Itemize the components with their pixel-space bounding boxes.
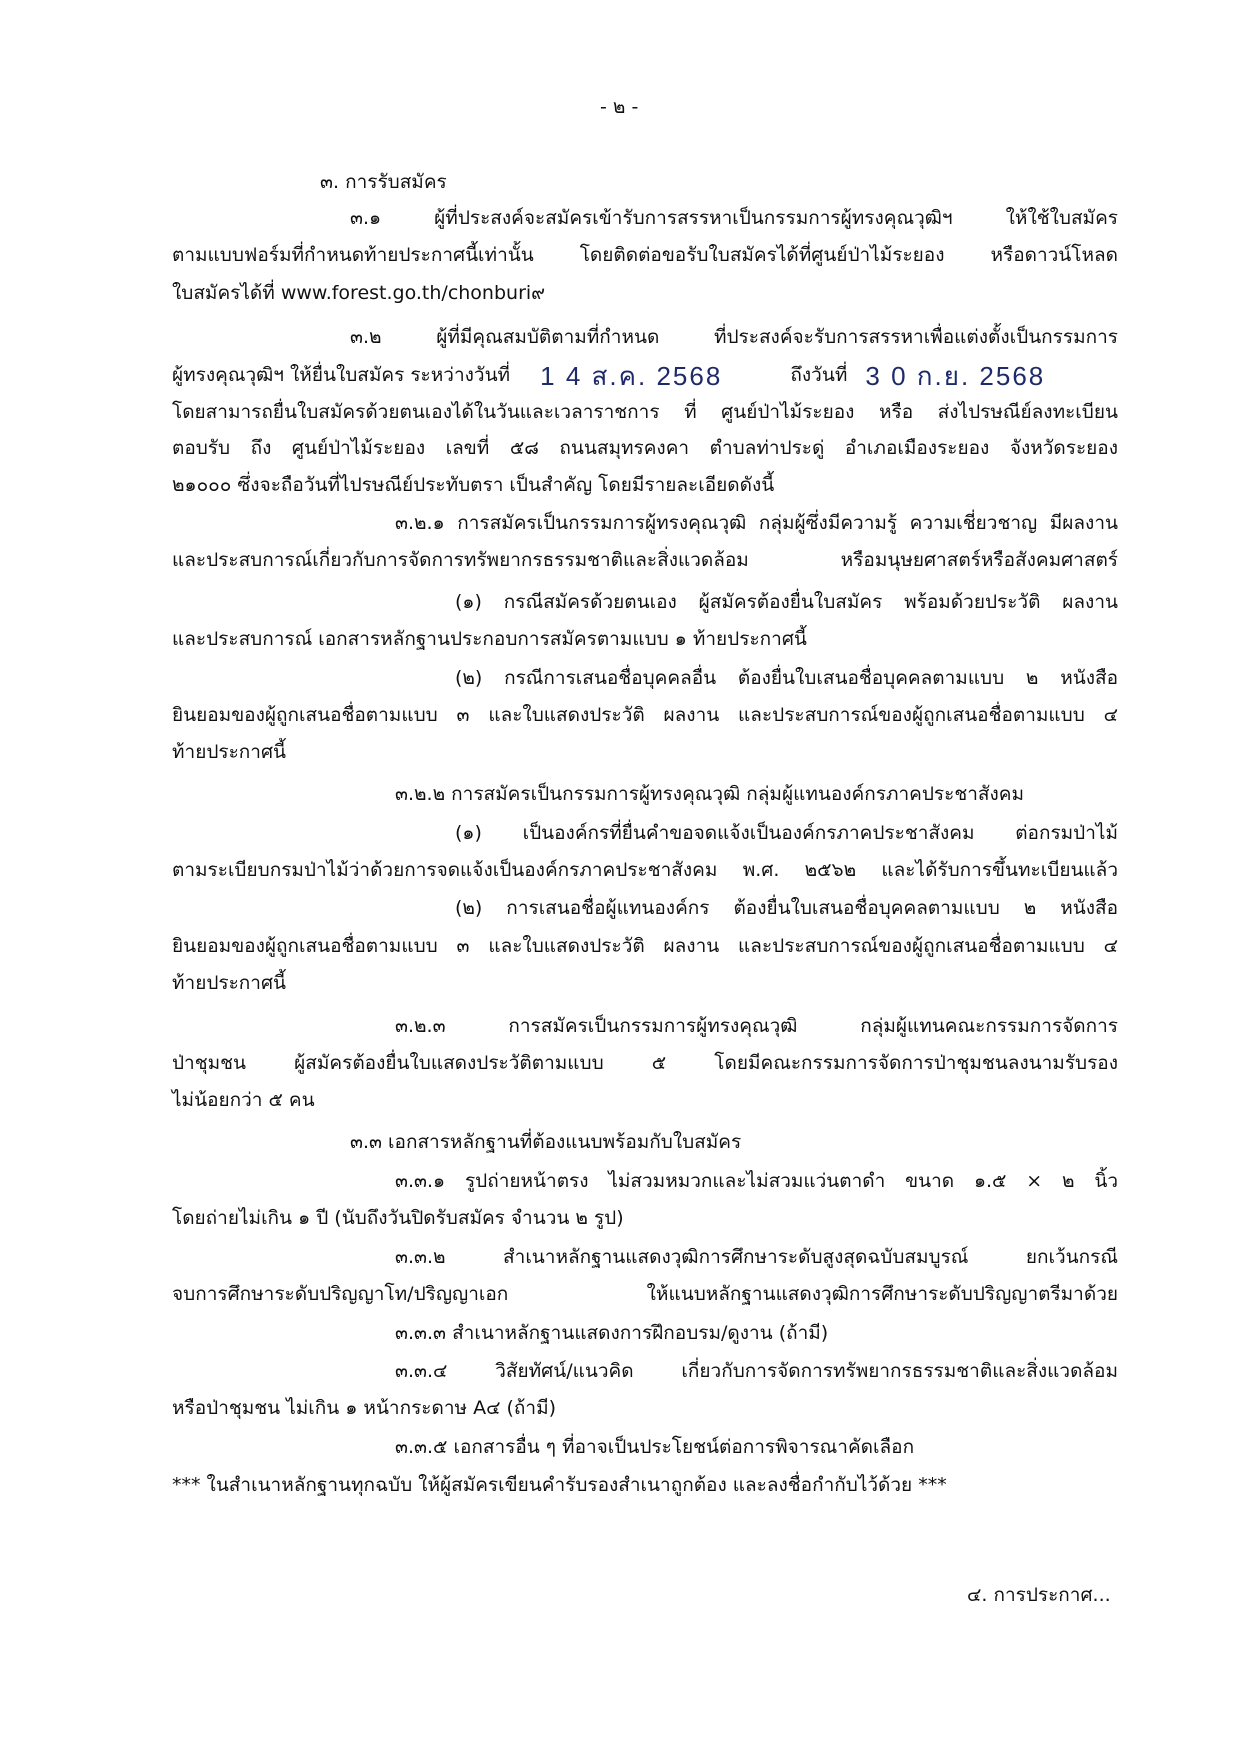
paragraph-line: ไม่น้อยกว่า ๕ คน: [172, 1089, 315, 1111]
paragraph-line: (๒) กรณีการเสนอชื่อบุคคลอื่น ต้องยื่นใบเสนอชื่อบุคคลตามแบบ ๒ หนังสือ: [455, 667, 1118, 689]
paragraph-line: จบการศึกษาระดับปริญญาโท/ปริญญาเอก ให้แนบหลักฐานแสดงวุฒิการศึกษาระดับปริญญาตรีมาด้วย: [172, 1283, 1118, 1305]
paragraph-line: หรือป่าชุมชน ไม่เกิน ๑ หน้ากระดาษ A๔ (ถ้ามี): [172, 1397, 557, 1419]
paragraph-line: ๓.๒.๑ การสมัครเป็นกรรมการผู้ทรงคุณวุฒิ กลุ่มผู้ซึ่งมีความรู้ ความเชี่ยวชาญ มีผลงาน: [395, 512, 1118, 534]
period-mid: ถึงวันที่: [790, 364, 848, 386]
date-start-stamp: 1 4 ส.ค. 2568: [540, 360, 723, 391]
paragraph-line: และประสบการณ์ เอกสารหลักฐานประกอบการสมัครตามแบบ ๑ ท้ายประกาศนี้: [172, 628, 807, 650]
paragraph-line: ๓.๓.๑ รูปถ่ายหน้าตรง ไม่สวมหมวกและไม่สวมแว่นตาดำ ขนาด ๑.๕ × ๒ นิ้ว: [395, 1170, 1118, 1192]
paragraph-line: ท้ายประกาศนี้: [172, 741, 287, 763]
paragraph-line: ตอบรับ ถึง ศูนย์ป่าไม้ระยอง เลขที่ ๕๘ ถนนสมุทรคงคา ตำบลท่าประดู่ อำเภอเมืองระยอง จังหวัดระยอง: [172, 437, 1118, 459]
paragraph-line: และประสบการณ์เกี่ยวกับการจัดการทรัพยากรธรรมชาติและสิ่งแวดล้อม หรือมนุษยศาสตร์หรือสังคมศาสตร์: [172, 549, 1118, 571]
paragraph-line: ๓.๓.๕ เอกสารอื่น ๆ ที่อาจเป็นประโยชน์ต่อการพิจารณาคัดเลือก: [395, 1436, 915, 1458]
certification-note: *** ในสำเนาหลักฐานทุกฉบับ ให้ผู้สมัครเขียนคำรับรองสำเนาถูกต้อง และลงชื่อกำกับไว้ด้วย ***: [172, 1474, 947, 1496]
application-period-line: [172, 360, 1045, 391]
paragraph-line: ตามระเบียบกรมป่าไม้ว่าด้วยการจดแจ้งเป็นองค์กรภาคประชาสังคม พ.ศ. ๒๕๖๒ และได้รับการขึ้นทะเบียนแล้ว: [172, 859, 1118, 881]
date-end-stamp: 3 0 ก.ย. 2568: [865, 360, 1046, 391]
paragraph-line: (๑) กรณีสมัครด้วยตนเอง ผู้สมัครต้องยื่นใบสมัคร พร้อมด้วยประวัติ ผลงาน: [455, 591, 1118, 613]
paragraph-line: (๒) การเสนอชื่อผู้แทนองค์กร ต้องยื่นใบเสนอชื่อบุคคลตามแบบ ๒ หนังสือ: [455, 897, 1118, 919]
paragraph-line: โดยสามารถยื่นใบสมัครด้วยตนเองได้ในวันและเวลาราชการ ที่ ศูนย์ป่าไม้ระยอง หรือ ส่งไปรษณีย์ลงทะเบียน: [172, 401, 1118, 423]
continuation-marker: ๔. การประกาศ...: [967, 1584, 1111, 1606]
paragraph-line: ๓.๓.๔ วิสัยทัศน์/แนวคิด เกี่ยวกับการจัดการทรัพยากรธรรมชาติและสิ่งแวดล้อม: [395, 1360, 1118, 1382]
paragraph-line: โดยถ่ายไม่เกิน ๑ ปี (นับถึงวันปิดรับสมัคร จำนวน ๒ รูป): [172, 1207, 624, 1229]
paragraph-line: ๓.๓ เอกสารหลักฐานที่ต้องแนบพร้อมกับใบสมัคร: [350, 1131, 742, 1153]
paragraph-line: ๓.๒ ผู้ที่มีคุณสมบัติตามที่กำหนด ที่ประสงค์จะรับการสรรหาเพื่อแต่งตั้งเป็นกรรมการ: [350, 326, 1118, 348]
paragraph-line: ตามแบบฟอร์มที่กำหนดท้ายประกาศนี้เท่านั้น โดยติดต่อขอรับใบสมัครได้ที่ศูนย์ป่าไม้ระยอง หรือดาวน์โหลด: [172, 244, 1118, 266]
paragraph-line: ๓.๒.๒ การสมัครเป็นกรรมการผู้ทรงคุณวุฒิ กลุ่มผู้แทนองค์กรภาคประชาสังคม: [395, 783, 1024, 805]
paragraph-line: ยินยอมของผู้ถูกเสนอชื่อตามแบบ ๓ และใบแสดงประวัติ ผลงาน และประสบการณ์ของผู้ถูกเสนอชื่อตามแบบ ๔: [172, 704, 1118, 726]
paragraph-line: ๓.๓.๓ สำเนาหลักฐานแสดงการฝึกอบรม/ดูงาน (ถ้ามี): [395, 1322, 829, 1344]
paragraph-line: ๓.๒.๓ การสมัครเป็นกรรมการผู้ทรงคุณวุฒิ กลุ่มผู้แทนคณะกรรมการจัดการ: [395, 1015, 1118, 1037]
paragraph-line: ใบสมัครได้ที่ www.forest.go.th/chonburi๙: [172, 282, 546, 304]
paragraph-line: (๑) เป็นองค์กรที่ยื่นคำขอจดแจ้งเป็นองค์กรภาคประชาสังคม ต่อกรมป่าไม้: [455, 822, 1118, 844]
paragraph-line: ๓.๓.๒ สำเนาหลักฐานแสดงวุฒิการศึกษาระดับสูงสุดฉบับสมบูรณ์ ยกเว้นกรณี: [395, 1246, 1118, 1268]
paragraph-line: ๓.๑ ผู้ที่ประสงค์จะสมัครเข้ารับการสรรหาเป็นกรรมการผู้ทรงคุณวุฒิฯ ให้ใช้ใบสมัคร: [350, 207, 1118, 229]
paragraph-line: ท้ายประกาศนี้: [172, 972, 287, 994]
section-title: ๓. การรับสมัคร: [320, 171, 447, 193]
period-prefix: ผู้ทรงคุณวุฒิฯ ให้ยื่นใบสมัคร ระหว่างวันที่: [172, 364, 511, 386]
paragraph-line: ๒๑๐๐๐ ซึ่งจะถือวันที่ไปรษณีย์ประทับตรา เป็นสำคัญ โดยมีรายละเอียดดังนี้: [172, 474, 775, 496]
paragraph-line: ยินยอมของผู้ถูกเสนอชื่อตามแบบ ๓ และใบแสดงประวัติ ผลงาน และประสบการณ์ของผู้ถูกเสนอชื่อตามแบบ ๔: [172, 935, 1118, 957]
page-number: - ๒ -: [600, 96, 639, 118]
paragraph-line: ป่าชุมชน ผู้สมัครต้องยื่นใบแสดงประวัติตามแบบ ๕ โดยมีคณะกรรมการจัดการป่าชุมชนลงนามรับรอง: [172, 1052, 1118, 1074]
